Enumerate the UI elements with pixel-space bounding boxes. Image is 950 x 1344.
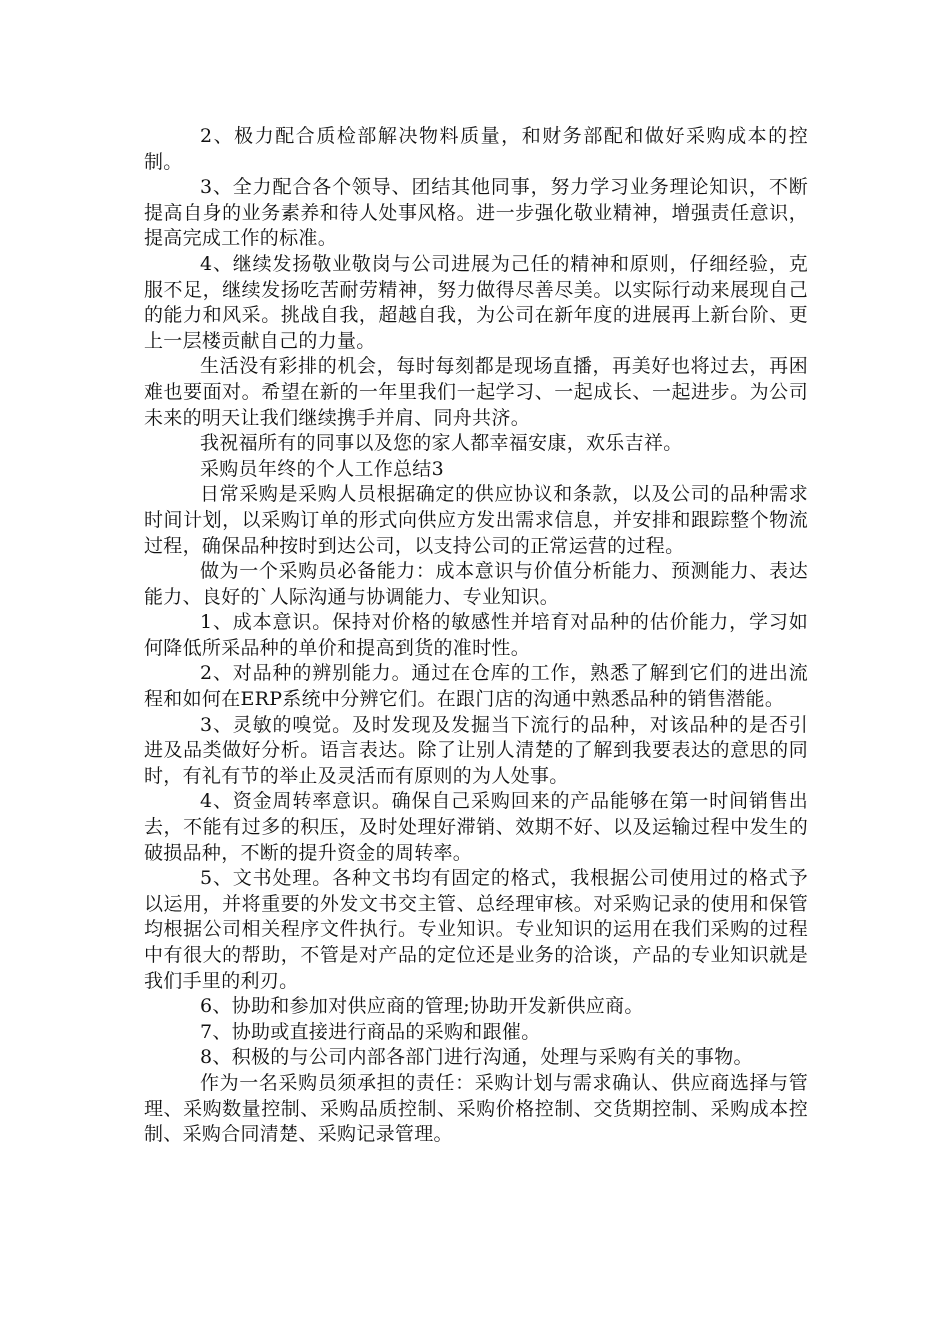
paragraph-1: 2、极力配合质检部解决物料质量，和财务部配和做好采购成本的控制。 bbox=[144, 125, 808, 173]
paragraph-13: 5、文书处理。各种文书均有固定的格式，我根据公司使用过的格式予以运用，并将重要的外发文书交主管、总经理审核。对采购记录的使用和保管均根据公司相关程序文件执行。专业知识。专业知识的运用在我们采购的过程中有很大的帮助，不管是对产品的定位还是业务的洽谈，产品的专业知识就是我们手里的利刃。 bbox=[144, 867, 808, 992]
paragraph-8: 做为一个采购员必备能力：成本意识与价值分析能力、预测能力、表达能力、良好的`人际沟通与协调能力、专业知识。 bbox=[144, 560, 808, 608]
paragraph-5: 我祝福所有的同事以及您的家人都幸福安康，欢乐吉祥。 bbox=[200, 432, 683, 455]
paragraph-10: 2、对品种的辨别能力。通过在仓库的工作，熟悉了解到它们的进出流程和如何在ERP系统中分辨它们。在跟门店的沟通中熟悉品种的销售潜能。 bbox=[144, 662, 808, 711]
paragraph-9: 1、成本意识。保持对价格的敏感性并培育对品种的估价能力，学习如何降低所采品种的单价和提高到货的准时性。 bbox=[144, 611, 808, 659]
paragraph-16: 8、积极的与公司内部各部门进行沟通，处理与采购有关的事物。 bbox=[200, 1046, 753, 1069]
paragraph-4: 生活没有彩排的机会，每时每刻都是现场直播，再美好也将过去，再困难也要面对。希望在新的一年里我们一起学习、一起成长、一起进步。为公司未来的明天让我们继续携手并肩、同舟共济。 bbox=[144, 355, 808, 429]
document-body bbox=[144, 124, 808, 1148]
section-heading: 采购员年终的个人工作总结3 bbox=[200, 457, 444, 480]
paragraph-2: 3、全力配合各个领导、团结其他同事，努力学习业务理论知识，不断提高自身的业务素养和待人处事风格。进一步强化敬业精神，增强责任意识，提高完成工作的标准。 bbox=[144, 176, 808, 250]
paragraph-11: 3、灵敏的嗅觉。及时发现及发掘当下流行的品种，对该品种的是否引进及品类做好分析。语言表达。除了让别人清楚的了解到我要表达的意思的同时，有礼有节的举止及灵活而有原则的为人处事。 bbox=[144, 713, 808, 787]
paragraph-17: 作为一名采购员须承担的责任：采购计划与需求确认、供应商选择与管理、采购数量控制、采购品质控制、采购价格控制、交货期控制、采购成本控制、采购合同清楚、采购记录管理。 bbox=[144, 1071, 808, 1146]
paragraph-14: 6、协助和参加对供应商的管理;协助开发新供应商。 bbox=[200, 995, 644, 1018]
paragraph-15: 7、协助或直接进行商品的采购和跟催。 bbox=[200, 1020, 541, 1043]
paragraph-12: 4、资金周转率意识。确保自己采购回来的产品能够在第一时间销售出去，不能有过多的积压，及时处理好滞销、效期不好、以及运输过程中发生的破损品种，不断的提升资金的周转率。 bbox=[144, 790, 808, 864]
paragraph-3: 4、继续发扬敬业敬岗与公司进展为己任的精神和原则，仔细经验，克服不足，继续发扬吃苦耐劳精神，努力做得尽善尽美。以实际行动来展现自己的能力和风采。挑战自我，超越自我，为公司在新年度的进展再上新台阶、更上一层楼贡献自己的力量。 bbox=[144, 252, 808, 352]
paragraph-7: 日常采购是采购人员根据确定的供应协议和条款，以及公司的品种需求时间计划，以采购订单的形式向供应方发出需求信息，并安排和跟踪整个物流过程，确保品种按时到达公司，以支持公司的正常运营的过程。 bbox=[144, 483, 808, 557]
